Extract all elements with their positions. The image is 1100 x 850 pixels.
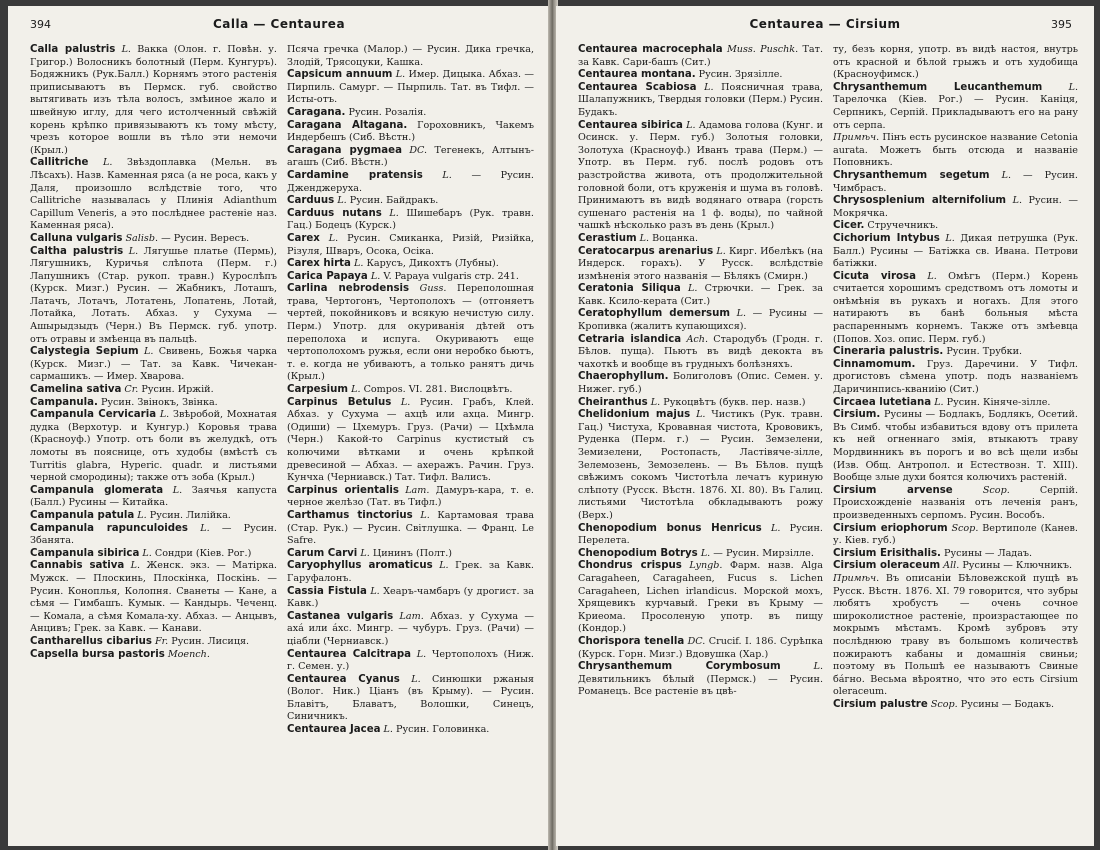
entry-headword: Caragana. [287,106,346,118]
dictionary-entry [287,271,534,284]
entry-body: Звѣробой, Мохнатая дудка (Верхотур. и Кунгур.) Коровья трава (Красноуф.) Употр. отъ боли въ желудкѣ, отъ ломоты въ пояснице, отъ худобы (вмѣстѣ съ Turritis glabra, Hyperic. quadr. и листьями черной смородины); также отъ зоба (Крыл.) [30,409,277,484]
entry-authority: Lam. [405,484,430,496]
entry-headword: Carum Carvi [287,547,358,559]
dictionary-entry [833,573,1078,699]
dictionary-entry [30,523,277,548]
entry-body: Русины — Ладаъ. [943,547,1033,559]
entry-body: Чистикъ (Рук. травн. Гац.) Чистуха, Кровавная чистота, Крововикъ, Руденка (Перм. г.) — Русин. Земзелени, Земизелени, Ростопасть, Ластівяче-зілле, Зелемозень, Земозелень. — Въ Бѣлов. пущѣ свѣжимъ сокомъ Чистотѣла лечатъ куриную слѣпоту (Русск. Вѣстн. 1876. XI. 80). Въ Галиц. листьями Чистотѣла обкладываютъ рожу (Верх.) [578,409,823,521]
entry-authority: L. [639,232,650,244]
dictionary-entry [578,120,823,233]
column-right [287,44,534,840]
entry-authority: L. [389,207,399,219]
entry-headword: Carex [287,232,320,244]
entry-authority: L. [370,585,380,597]
entry-body: Пінъ есть русинское название Cetonia aurata. Можетъ быть отсюда и названіе Поповникъ. [833,132,1078,169]
page-number: 395 [1051,18,1072,31]
dictionary-entry [833,359,1078,397]
dictionary-entry [578,246,823,284]
entry-body: Crucif. I. 186. Сурѣпка (Курск. Горн. Мизг.) Вдовушка (Хар.) [578,635,823,660]
entry-body: Карусъ, Дикохтъ (Лубны). [366,258,499,270]
entry-headword: Campanula rapunculoides [30,522,188,534]
entry-headword: Camelina sativa [30,384,122,396]
entry-body: Стручечникъ. [867,220,939,232]
entry-headword: Caryophyllus aromaticus [287,560,433,572]
dictionary-entry [833,271,1078,347]
entry-headword: Centaurea montana. [578,69,696,81]
entry-body: — Русин. Дженджеруха. [287,169,534,194]
entry-headword: Centaurea Scabiosa [578,81,697,93]
entry-body: Compos. VI. 281. Вислоцвѣтъ. [363,384,513,396]
dictionary-entry [287,208,534,233]
dictionary-entry [287,120,534,145]
entry-body: Дикая петрушка (Рук. Балл.) Русины — Батіжка св. Ивана. Петрови батіжки. [833,232,1078,270]
dictionary-entry [578,334,823,372]
entry-body: V. Papaya vulgaris стр. 241. [383,270,519,282]
page-header [8,16,550,36]
entry-headword: Centaurea sibirica [578,119,683,131]
entry-body: Девятильникъ бѣлый (Пермск.) — Русин. Романецъ. Все растеніе въ цвѣ- [578,673,823,698]
entry-headword: Capsicum annuum [287,69,393,81]
entry-body: Русин. Байдракъ. [349,195,439,207]
entry-headword: Campanula Cervicaria [30,409,157,421]
entry-body: Фарм. назв. Alga Caragaheen, Caragaheen, Fucus s. Lichen Caragaheen, Lichen irlandicus. Морской мохъ, Хрящевикъ курчавый. Греки въ Крыму — Криеома. Просоленую употр. въ пищу (Кондор.) [578,560,823,635]
entry-headword: Cardamine pratensis [287,169,423,181]
entry-body: Русин. Иржій. [141,384,214,396]
entry-headword: Campanula glomerata [30,484,164,496]
dictionary-entry [833,82,1078,132]
entry-body: Синюшки ржаныя (Волог. Ник.) Ціанъ (въ Крыму). — Русин. Блавітъ, Блаватъ, Волошки, Синецъ, Синичникъ. [287,673,534,723]
entry-authority: L. [143,346,154,358]
entry-body: — Русин. Мирзілле. [713,547,814,559]
entry-body: Серпій. Происхожденіе названія отъ леченія ранъ, произведенныхъ серпомъ. Русин. Вособъ. [833,484,1078,521]
page-columns [30,44,534,840]
dictionary-entry [287,44,534,69]
entry-headword: Capsella bursa pastoris [30,648,165,660]
dictionary-entry [287,258,534,271]
dictionary-entry [287,384,534,397]
entry-body: — Русин. Вересъ. [161,232,250,244]
dictionary-entry [287,485,534,510]
entry-headword: Cirsium. [833,409,881,421]
dictionary-entry [833,220,1078,233]
dictionary-entry [30,246,277,347]
entry-authority: Примѣч. [833,132,880,144]
entry-authority: Lam. [399,610,424,622]
entry-authority: L. [353,258,364,270]
dictionary-entry [833,560,1078,573]
entry-headword: Carex hirta [287,258,351,270]
entry-body: Рукоцвѣтъ (букв. пер. назв.) [663,396,806,408]
entry-authority: L. [142,547,152,559]
dictionary-entry [287,611,534,649]
dictionary-entry [578,397,823,410]
entry-body: Русин. Розалія. [348,106,427,118]
entry-authority: L. [137,509,147,521]
dictionary-entry [287,107,534,120]
entry-headword: Centaurea Jacea [287,724,381,736]
entry-body: Заячья капуста (Балл.) Русины — Китайка. [30,484,277,509]
entry-body: Русин. Головинка. [396,724,490,736]
entry-headword: Circaea lutetiana [833,396,932,408]
entry-headword: Centaurea Cyanus [287,673,400,685]
entry-authority: L. [686,119,696,131]
entry-headword: Cassia Fistula [287,585,367,597]
entry-authority: Guss. [419,283,447,295]
entry-authority: L. [687,283,698,295]
dictionary-entry [578,308,823,333]
entry-authority: Lyngb. [689,560,723,572]
entry-authority: Fr. [154,635,169,647]
running-head: Calla — Centaurea [212,17,346,31]
dictionary-entry [287,548,534,561]
entry-headword: Chaerophyllum. [578,371,669,383]
dictionary-entry [578,44,823,69]
dictionary-entry [30,485,277,510]
entry-body: Лягушье платье (Пермь), Лягушникъ, Куричья слѣпота (Перм. г.) Лапушникъ (Стар. рукоп. травн.) Курослѣпъ (Курск. Мизг.) Русин. — Жабникъ, Лоташъ, Латачъ, Лотачъ, Лотатень, Лопатень, Лотай, Лотайка, Лотать. Абхаз. у Сухума — Ашырыдзыдъ (Черн.) Въ Пермск. губ. употр. отъ отравы и змѣенца въ пальцѣ. [30,245,277,345]
entry-authority: L. [813,661,823,673]
dictionary-entry [833,195,1078,220]
dictionary-entry [287,233,534,258]
entry-headword: Chrysanthemum segetum [833,169,990,181]
entry-authority: Muss. Puschk. [726,44,799,55]
dictionary-entry [833,44,1078,82]
entry-authority: L. [934,396,944,408]
dictionary-entry [833,409,1078,485]
entry-authority: L. [395,69,406,81]
entry-headword: Cirsium arvense [833,484,953,496]
entry-authority: L. [102,157,113,169]
dictionary-entry [833,346,1078,359]
entry-body: — Русин. Збанята. [30,522,277,547]
entry-authority: L. [172,484,183,496]
dictionary-entry [30,44,277,157]
entry-headword: Cantharellus cibarius [30,635,152,647]
dictionary-entry [287,510,534,548]
entry-authority: L. [439,560,449,572]
dictionary-entry [833,523,1078,548]
entry-body: Поясничная трава, Шалапужникъ, Твердыя головки (Перм.) Русин. Будакъ. [578,81,823,118]
entry-headword: Cheiranthus [578,396,648,408]
entry-authority: L. [328,232,339,244]
entry-authority: Moench. [167,648,210,660]
entry-authority: L. [704,81,714,93]
dictionary-entry [578,69,823,82]
entry-headword: Caragana Altagana. [287,119,408,131]
dictionary-entry [578,409,823,522]
entry-body: Вертиполе (Канев. у. Кіев. губ.) [833,522,1078,547]
dictionary-entry [30,560,277,636]
entry-headword: Carpinus Betulus [287,396,392,408]
entry-authority: DC. [687,635,706,647]
entry-headword: Chondrus crispus [578,560,682,572]
entry-authority: L. [420,509,430,521]
entry-authority: Ach. [686,333,708,345]
entry-body: Кирг. Ибелѣкъ (на Индерск. горахъ). У Русск. вслѣдствіе измѣненія этого названія — Бѣлякъ (Смирн.) [578,245,823,282]
page-columns [578,44,1078,840]
entry-body: Русин. Кіняче-зілле. [946,396,1051,408]
dictionary-entry [287,170,534,195]
entry-body: Воцанка. [652,232,698,244]
entry-authority: L. [400,396,411,408]
entry-headword: Carduus nutans [287,207,382,219]
entry-headword: Caragana pygmaea [287,144,402,156]
dictionary-entry [578,283,823,308]
entry-authority: L. [383,724,393,736]
entry-body: Тегенекъ, Алтынъ-агашъ (Сиб. Вѣстн.) [287,144,534,169]
entry-authority: L. [736,308,747,320]
entry-body: Цининъ (Полт.) [372,547,453,559]
entry-headword: Chrysanthemum Corymbosum [578,661,781,673]
dictionary-entry [287,649,534,674]
dictionary-entry [30,548,277,561]
dictionary-entry [30,649,277,662]
entry-body: Гороховникъ, Чакемъ Индербешъ (Сиб. Вѣстн.) [287,119,534,144]
entry-body: Русин. Перелета. [578,522,823,547]
entry-authority: L. [700,547,711,559]
entry-headword: Ceratophyllum demersum [578,308,730,320]
entry-headword: Cinnamomum. [833,358,916,370]
column-right [833,44,1078,840]
entry-headword: Calystegia Sepium [30,346,139,358]
entry-headword: Campanula. [30,396,98,408]
entry-headword: Chrysosplenium alternifolium [833,195,1007,207]
entry-headword: Cirsium oleraceum [833,560,941,572]
entry-headword: Chelidonium majus [578,409,691,421]
entry-body: Русин. Лисиця. [171,635,250,647]
column-left [30,44,277,840]
dictionary-entry [578,636,823,661]
entry-authority: All. [943,560,960,572]
entry-authority: L. [337,195,347,207]
entry-headword: Cicuta virosa [833,270,916,282]
entry-authority: L. [1012,195,1023,207]
entry-body: Переполошная трава, Чертогонъ, Чертополохъ — (отгоняетъ чертей, покойниковъ и всякую нечистую силу. Перм.) Употр. для окуриванія дѣтей отъ переполоха и испуга. Окуриваютъ еще чертополохомъ ружья, если они неробко бьютъ, т. е. когда не убиваютъ, а только ранятъ дичь (Крыл.) [287,283,534,383]
entry-authority: Scop. [951,522,979,534]
entry-authority: Cr. [124,384,139,396]
entry-authority: L. [927,270,937,282]
dictionary-entry [30,346,277,384]
entry-headword: Calluna vulgaris [30,232,123,244]
dictionary-entry [30,510,277,523]
entry-headword: Cineraria palustris. [833,346,944,358]
entry-authority: L. [771,522,781,534]
entry-body: Женск. экз. — Матірка. Мужск. — Плоскинь, Плоскінка, Поскінь. — Русин. Коноплья, Колопня. Сванеты — Кане, а сѣмя — Гимбашъ. Кумык. — Кандырь. Чеченц. — Комала, а сѣмя Комала-ху. Абхаз. — Анцывъ, Анцивъ; Грек. за Кавк. — Канави. [30,560,277,635]
entry-body: Русин. Лилійка. [149,509,231,521]
entry-headword: Centaurea Calcitrapa [287,648,412,660]
entry-body: Псяча гречка (Малор.) — Русин. Дика гречка, Злодій, Трясоцуки, Кашка. [287,44,534,68]
entry-body: Русин. Зрязілле. [698,69,783,81]
entry-body: Вакка (Олон. г. Повѣн. у. Григор.) Волосникъ болотный (Перм. Кунгуръ). Бодяжникъ (Рук.Балл.) Корнямъ этого растенія приписываютъ въ Пермск. губ. свойство вытягивать изъ тѣла волосъ, змѣиное жало и швейную иглу, для чего истолченный свѣжій корень крѣпко привязываютъ къ тому мѣсту, чрезъ которое вошли въ тѣло эти немочи (Крыл.) [30,44,277,156]
dictionary-entry [287,674,534,724]
entry-headword: Cannabis sativa [30,560,125,572]
entry-body: — Русин. Чимбрасъ. [833,169,1078,194]
entry-headword: Calla palustris [30,44,116,55]
entry-authority: L. [716,245,726,257]
entry-body: Стрючки. — Грек. за Кавк. Ксило-керата (Сит.) [578,283,823,307]
entry-body: Адамова голова (Кунг. и Осинск. у. Перм. губ.) Золотыя головки, Золотуха (Красноуф.) Иванъ трава (Перм.) — Употр. въ Перм. губ. послѣ родовъ отъ разстройства живота, отъ продолжительной головной боли, отъ круженія и шума въ головѣ. Принимаютъ въ видѣ водянаго отвара (горсть сушенаго растенія на 1 ф. воды), по чайной чашкѣ нѣсколько разъ въ день (Крыл.) [578,119,823,232]
entry-body: Тарелочка (Кіев. Рог.) — Русин. Каніця, Серпникъ, Серпій. Прикладываютъ его на рану отъ серпа. [833,94,1078,131]
entry-body: Грек. за Кавк. Гаруфалонъ. [287,560,534,584]
dictionary-entry [287,283,534,384]
dictionary-entry [578,82,823,120]
entry-body: Въ описаніи Бѣловежской пущѣ въ Русск. Вѣстн. 1876. XI. 79 говорится, что зубры любятъ хробустъ — очень сочное широколистное растеніе, произрастающее по мокрымъ мѣстамъ. Кромѣ зубровъ эту послѣднюю траву въ большомъ количествѣ пожираютъ кабаны и домашнія свиньи; поэтому въ Польшѣ ее называютъ Свиные бáгно. Весьма вѣроятно, что это есть Cirsium oleraceum. [833,572,1078,698]
entry-headword: Cirsium palustre [833,698,928,710]
entry-body: Чертополохъ (Ниж. г. Семен. у.) [287,648,534,673]
entry-body: Груз. Даречини. У Тифл. дрогистовъ сѣмена употр. подъ названіемъ Даричинпись-кваниію (Сит.) [833,358,1078,396]
dictionary-entry [578,371,823,396]
entry-headword: Caltha palustris [30,245,124,257]
dictionary-entry [833,233,1078,271]
dictionary-entry [833,132,1078,170]
dictionary-entry [578,233,823,246]
entry-body: Дамуръ-кара, т. е. черное желѣзо (Тат. въ Тифл.) [287,484,534,509]
entry-body: Тат. за Кавк. Сари-башъ (Сит.) [578,44,823,68]
entry-body: Картамовая трава (Стар. Рук.) — Русин. Світлушка. — Франц. Le Safre. [287,509,534,547]
entry-authority: Примѣч. [833,572,880,584]
entry-headword: Cirsium eriophorum [833,522,948,534]
entry-body: Русин. — Мокрячка. [833,195,1078,219]
entry-authority: Scop. [982,484,1010,496]
dictionary-entry [578,661,823,699]
entry-authority: L. [1068,81,1078,93]
entry-body: Русин. Грабъ, Клей. Абхаз. у Сухума — ахцѣ или ахца. Мингр. (Одиши) — Цхемуръ. Груз. (Рачи) — Цхѣмла (Черн.) Какой-то Carpinus кустистый съ колючими вѣтками и очень крѣпкой древесиной — Абхаз. — ахеражъ. Рачин. Груз. Кунчха (Черниавск.) Тат. Тифл. Валисъ. [287,396,534,484]
entry-authority: L. [159,409,170,421]
entry-body: Свивень, Божья чарка (Курск. Мизг.) — Тат. за Кавк. Чичекан-сармашикъ. — Имер. Хварова. [30,346,277,383]
entry-headword: Ceratonia Siliqua [578,283,681,295]
dictionary-entry [833,699,1078,712]
entry-authority: L. [121,44,131,55]
entry-authority: L. [351,384,361,396]
entry-headword: Cicer. [833,220,865,232]
entry-authority: L. [1001,169,1011,181]
dictionary-entry [833,397,1078,410]
entry-authority: L. [128,245,139,257]
page-header [556,16,1094,36]
page-number: 394 [30,18,51,31]
entry-headword: Carlina nebrodensis [287,283,410,295]
entry-body: Русин. Смиканка, Ризій, Ризійка, Різуля, Шваръ, Осока, Осіка. [287,232,534,257]
dictionary-entry [833,485,1078,523]
entry-authority: L. [360,547,370,559]
entry-body: Русин. Звінокъ, Звінка. [100,396,218,408]
entry-body: Русины — Бодакъ. [960,698,1054,710]
entry-headword: Chenopodium Botrys [578,547,698,559]
entry-headword: Chenopodium bonus Henricus [578,522,762,534]
dictionary-entry [30,384,277,397]
entry-headword: Campanula patula [30,509,135,521]
running-head: Centaurea — Cirsium [749,17,901,31]
entry-body: Имер. Дицыка. Абхаз. — Пирпиль. Самург. — Пырпиль. Тат. въ Тифл. — Исты-отъ. [287,69,534,106]
entry-body: ту, безъ корня, употр. въ видѣ настоя, внутрь отъ красной и бѣлой грыжъ и отъ худобища (Красноуфимск.) [833,44,1078,81]
entry-headword: Campanula sibirica [30,547,140,559]
entry-authority: Scop. [930,698,958,710]
entry-authority: L. [130,560,141,572]
entry-body: Болиголовъ (Опис. Семен. у. Нижег. губ.) [578,371,823,396]
entry-headword: Chrysanthemum Leucanthemum [833,81,1043,93]
dictionary-entry [578,548,823,561]
entry-headword: Callitriche [30,157,89,169]
dictionary-entry [287,195,534,208]
entry-headword: Carpesium [287,384,349,396]
entry-headword: Cirsium Erisithalis. [833,547,941,559]
entry-body: Звѣздоплавка (Мельн. въ Лѣсахъ). Назв. Каменная ряса (а не роса, какъ у Даля, произошло вслѣдствіе того, что Callitriche называлась у Плинія Adianthum Capillum Veneris, а это послѣднее растеніе наз. Каменная ряса). [30,157,277,232]
entry-authority: DC. [409,144,428,156]
entry-body: Абхаз. у Сухума — ахá или áхс. Мингр. — чубуръ. Груз. (Рачи) — ціабли (Черниавск.) [287,610,534,647]
dictionary-entry [578,523,823,548]
dictionary-entry [30,397,277,410]
entry-body: Русины — Ключникъ. [962,560,1073,572]
entry-headword: Castanea vulgaris [287,610,394,622]
dictionary-entry [287,560,534,585]
dictionary-entry [30,233,277,246]
entry-headword: Cetraria islandica [578,333,682,345]
entry-authority: L. [416,648,427,660]
dictionary-entry [287,724,534,737]
dictionary-entry [833,170,1078,195]
dictionary-entry [287,145,534,170]
dictionary-entry [287,69,534,107]
entry-headword: Centaurea macrocephala [578,44,723,55]
entry-authority: L. [442,169,452,181]
entry-body: — Русины — Кропивка (жалитъ купающихся). [578,308,823,333]
entry-body: Стародубъ (Гродн. г. Бѣлов. пуща). Пьютъ въ видѣ декокта въ чахоткѣ и вообще въ грудныхъ болѣзняхъ. [578,333,823,370]
entry-headword: Carica Papaya [287,270,368,282]
entry-headword: Carduus [287,195,335,207]
right-page [556,6,1094,846]
dictionary-entry [30,157,277,233]
entry-headword: Cerastium [578,232,637,244]
entry-authority: L. [370,270,381,282]
entry-authority: L. [411,673,421,685]
entry-body: Русины — Бодлакъ, Бодлякъ, Осетий. Въ Симб. чтобы избавиться вдову отъ прилета къ ней огненнаго змія, втыкаютъ траву Мордвинникъ въ порогъ и во всѣ щели избы (Изв. Общ. Антропол. и Естествозн. Т. XIII). Вообще злые духи боятся колючихъ растеній. [833,409,1078,484]
entry-headword: Cichorium Intybus [833,232,940,244]
entry-authority: L. [945,232,955,244]
entry-headword: Ceratocarpus arenarius [578,245,714,257]
dictionary-entry [833,548,1078,561]
dictionary-entry [30,636,277,649]
entry-body: Сондри (Кіев. Рог.) [154,547,252,559]
entry-body: Русин. Трубки. [946,346,1023,358]
dictionary-entry [287,586,534,611]
entry-authority: L. [650,396,661,408]
entry-body: Омѣгъ (Перм.) Корень считается хорошимъ средствомъ отъ ломоты и онѣмѣнія въ рукахъ и ногахъ. Для этого натираютъ въ банѣ больныя мѣста распареннымъ корнемъ. Также отъ змѣевца (Попов. Хоз. опис. Перм. губ.) [833,270,1078,345]
dictionary-entry [30,409,277,485]
column-left [578,44,823,840]
entry-headword: Chorispora tenella [578,635,685,647]
entry-body: Хеаръ-чамбаръ (у дрогист. за Кавк.) [287,585,534,610]
entry-body: Шишебаръ (Рук. травн. Гац.) Бодецъ (Курск.) [287,207,534,232]
dictionary-entry [578,560,823,636]
entry-authority: Salisb. [125,232,159,244]
entry-headword: Carpinus orientalis [287,484,399,496]
entry-authority: L. [696,409,706,421]
left-page [8,6,550,846]
entry-authority: L. [200,522,210,534]
entry-headword: Carthamus tinctorius [287,509,413,521]
dictionary-entry [287,397,534,485]
